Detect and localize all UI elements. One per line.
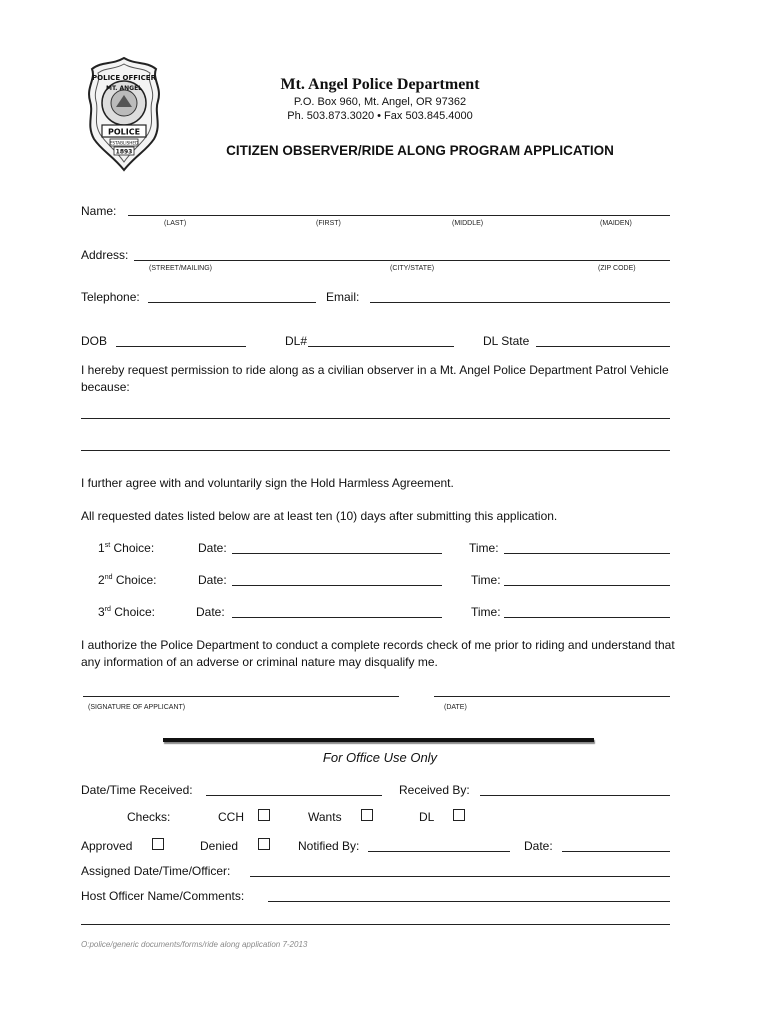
choice-date-field[interactable]: [232, 585, 442, 586]
name-label: Name:: [81, 204, 117, 218]
choice-time-field[interactable]: [504, 553, 670, 554]
signature-field[interactable]: [83, 696, 399, 697]
choice-number: 1: [98, 541, 105, 555]
office-heading: For Office Use Only: [322, 750, 438, 765]
dl-number-label: DL#: [285, 334, 308, 348]
dl-number-field[interactable]: [308, 346, 454, 347]
choice-date-field[interactable]: [232, 617, 442, 618]
choice-text: Choice:: [114, 605, 155, 619]
name-sub-last: (LAST): [164, 220, 187, 227]
choice-time-label: Time:: [469, 541, 499, 555]
choice-date-label: Date:: [198, 573, 227, 587]
choice-date-label: Date:: [196, 605, 225, 619]
address-label: Address:: [81, 248, 129, 262]
name-sub-first: (FIRST): [316, 220, 341, 227]
choice-label: [98, 605, 155, 619]
approved-label: Approved: [81, 839, 133, 853]
dl-state-field[interactable]: [536, 346, 670, 347]
denied-label: Denied: [200, 839, 239, 853]
choice-text: Choice:: [113, 541, 155, 555]
badge-year-text: 1893: [115, 148, 133, 156]
host-officer-label: Host Officer Name/Comments:: [81, 889, 245, 903]
badge-city-text: MT. ANGEL: [105, 85, 143, 92]
choice-date-field[interactable]: [232, 553, 442, 554]
footer-path: O:police/generic documents/forms/ride along application 7-2013: [81, 940, 308, 949]
telephone-field[interactable]: [148, 302, 316, 303]
date-received-label: Date/Time Received:: [81, 783, 193, 797]
dl-check-label: DL: [419, 810, 435, 824]
choice-time-field[interactable]: [504, 585, 670, 586]
choice-time-field[interactable]: [504, 617, 670, 618]
received-by-field[interactable]: [480, 795, 670, 796]
wants-checkbox[interactable]: [361, 809, 373, 821]
notified-by-field[interactable]: [368, 851, 510, 852]
name-field[interactable]: [128, 215, 670, 216]
choice-text: Choice:: [115, 573, 157, 587]
signature-label: (SIGNATURE OF APPLICANT): [88, 704, 186, 711]
telephone-label: Telephone:: [81, 290, 140, 304]
assigned-field[interactable]: [250, 876, 670, 877]
badge-top-text: POLICE OFFICER: [92, 74, 156, 82]
choice-time-label: Time:: [471, 605, 501, 619]
request-text: I hereby request permission to ride along as a civilian observer in a Mt. Angel Police Department Patrol Vehicle because:: [81, 363, 669, 394]
office-date-field[interactable]: [562, 851, 670, 852]
cch-checkbox[interactable]: [258, 809, 270, 821]
department-phone: Ph. 503.873.3020 • Fax 503.845.4000: [287, 110, 473, 122]
address-sub-street: (STREET/MAILING): [149, 265, 213, 272]
notified-by-label: Notified By:: [298, 839, 360, 853]
choice-label: [98, 573, 157, 587]
signature-date-label: (DATE): [444, 704, 467, 711]
choice-date-label: Date:: [198, 541, 227, 555]
approved-checkbox[interactable]: [152, 838, 164, 850]
email-label: Email:: [326, 290, 360, 304]
denied-checkbox[interactable]: [258, 838, 270, 850]
choice-number: 2: [98, 573, 105, 587]
office-divider: [163, 738, 594, 742]
department-address: P.O. Box 960, Mt. Angel, OR 97362: [293, 96, 467, 108]
signature-date-field[interactable]: [434, 696, 670, 697]
badge-established-text: ESTABLISHED: [109, 140, 139, 146]
hold-harmless-text: I further agree with and voluntarily sign the Hold Harmless Agreement.: [81, 476, 454, 490]
authorization-text: I authorize the Police Department to conduct a complete records check of me prior to riding and understand that any information of an adverse or criminal nature may disqualify me.: [81, 638, 675, 669]
form-title: CITIZEN OBSERVER/RIDE ALONG PROGRAM APPLICATION: [226, 143, 614, 158]
assigned-label: Assigned Date/Time/Officer:: [81, 864, 231, 878]
email-field[interactable]: [370, 302, 670, 303]
host-officer-field[interactable]: [268, 901, 670, 902]
cch-label: CCH: [218, 810, 244, 824]
address-sub-city: (CITY/STATE): [390, 265, 435, 272]
reason-line-2[interactable]: [81, 450, 670, 451]
name-sub-maiden: (MAIDEN): [600, 220, 632, 227]
choice-time-label: Time:: [471, 573, 501, 587]
dob-label: DOB: [81, 334, 108, 348]
reason-line-1[interactable]: [81, 418, 670, 419]
received-by-label: Received By:: [399, 783, 470, 797]
address-sub-zip: (ZIP CODE): [598, 265, 636, 272]
office-date-label: Date:: [524, 839, 553, 853]
comments-line[interactable]: [81, 924, 670, 925]
choice-ordinal: rd: [104, 606, 111, 613]
choice-number: 3: [98, 605, 105, 619]
checks-label: Checks:: [127, 810, 171, 824]
choice-label: [98, 541, 154, 555]
dob-field[interactable]: [116, 346, 246, 347]
address-field[interactable]: [134, 260, 670, 261]
dl-state-label: DL State: [483, 334, 530, 348]
choice-ordinal: nd: [104, 574, 113, 581]
wants-label: Wants: [308, 810, 342, 824]
name-sub-middle: (MIDDLE): [452, 220, 484, 227]
badge-banner-text: POLICE: [107, 127, 141, 137]
dl-checkbox[interactable]: [453, 809, 465, 821]
department-name: Mt. Angel Police Department: [280, 76, 480, 93]
dates-note-text: All requested dates listed below are at least ten (10) days after submitting this application.: [81, 509, 558, 523]
date-received-field[interactable]: [206, 795, 382, 796]
choice-ordinal: st: [104, 542, 111, 549]
